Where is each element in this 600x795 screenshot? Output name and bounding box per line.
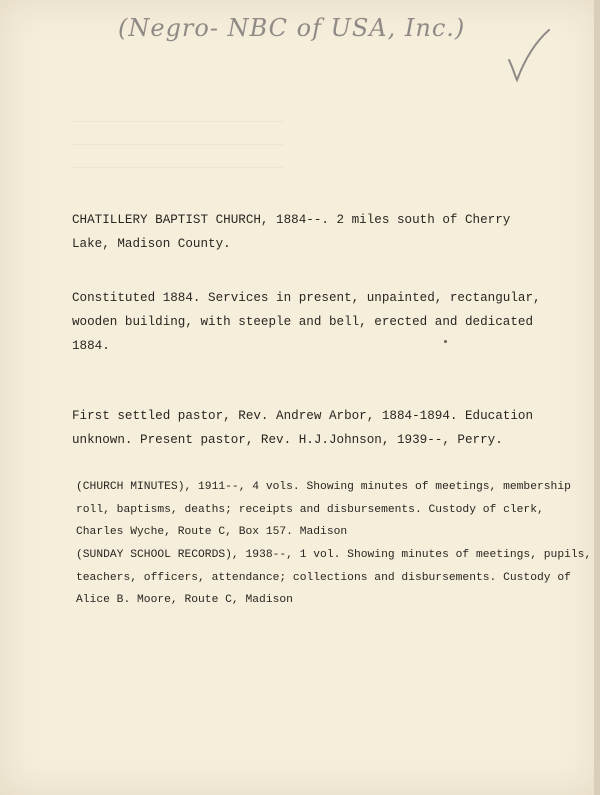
pastor-paragraph bbox=[72, 404, 533, 452]
paragraph-line: wooden building, with steeple and bell, erected and dedicated bbox=[72, 315, 534, 329]
heading-line: CHATILLERY BAPTIST CHURCH, 1884--. 2 miles south of Cherry bbox=[72, 213, 511, 227]
paragraph-line: First settled pastor, Rev. Andrew Arbor, 1884-1894. Education bbox=[72, 409, 534, 423]
paragraph-line: 1884. bbox=[72, 339, 110, 353]
check-mark-icon bbox=[505, 28, 555, 88]
paragraph-line: unknown. Present pastor, Rev. H.J.Johnson, 1939--, Perry. bbox=[72, 433, 503, 447]
page-edge-shadow bbox=[594, 0, 600, 795]
church-heading bbox=[72, 208, 510, 256]
record-line: teachers, officers, attendance; collections and disbursements. Custody of bbox=[76, 571, 571, 584]
record-line: (CHURCH MINUTES), 1911--, 4 vols. Showing minutes of meetings, membership bbox=[76, 481, 571, 493]
record-church-minutes bbox=[76, 476, 571, 544]
paragraph-line: Constituted 1884. Services in present, unpainted, rectangular, bbox=[72, 291, 541, 305]
constitution-paragraph bbox=[72, 286, 541, 358]
ink-speck bbox=[444, 340, 447, 343]
heading-line: Lake, Madison County. bbox=[72, 237, 231, 251]
record-line: Alice B. Moore, Route C, Madison bbox=[76, 594, 293, 606]
record-line: Charles Wyche, Route C, Box 157. Madison bbox=[76, 526, 348, 538]
record-line: roll, baptisms, deaths; receipts and disbursements. Custody of clerk, bbox=[76, 503, 544, 516]
record-sunday-school bbox=[76, 544, 591, 612]
handwritten-annotation: (Negro- NBC of USA, Inc.) bbox=[118, 14, 466, 42]
record-line: (SUNDAY SCHOOL RECORDS), 1938--, 1 vol. Showing minutes of meetings, pupils, bbox=[76, 549, 592, 561]
bleed-through-texture: ──────────────────────────────── ──────────────────────────────── ──────────────────────────────── bbox=[72, 117, 284, 175]
